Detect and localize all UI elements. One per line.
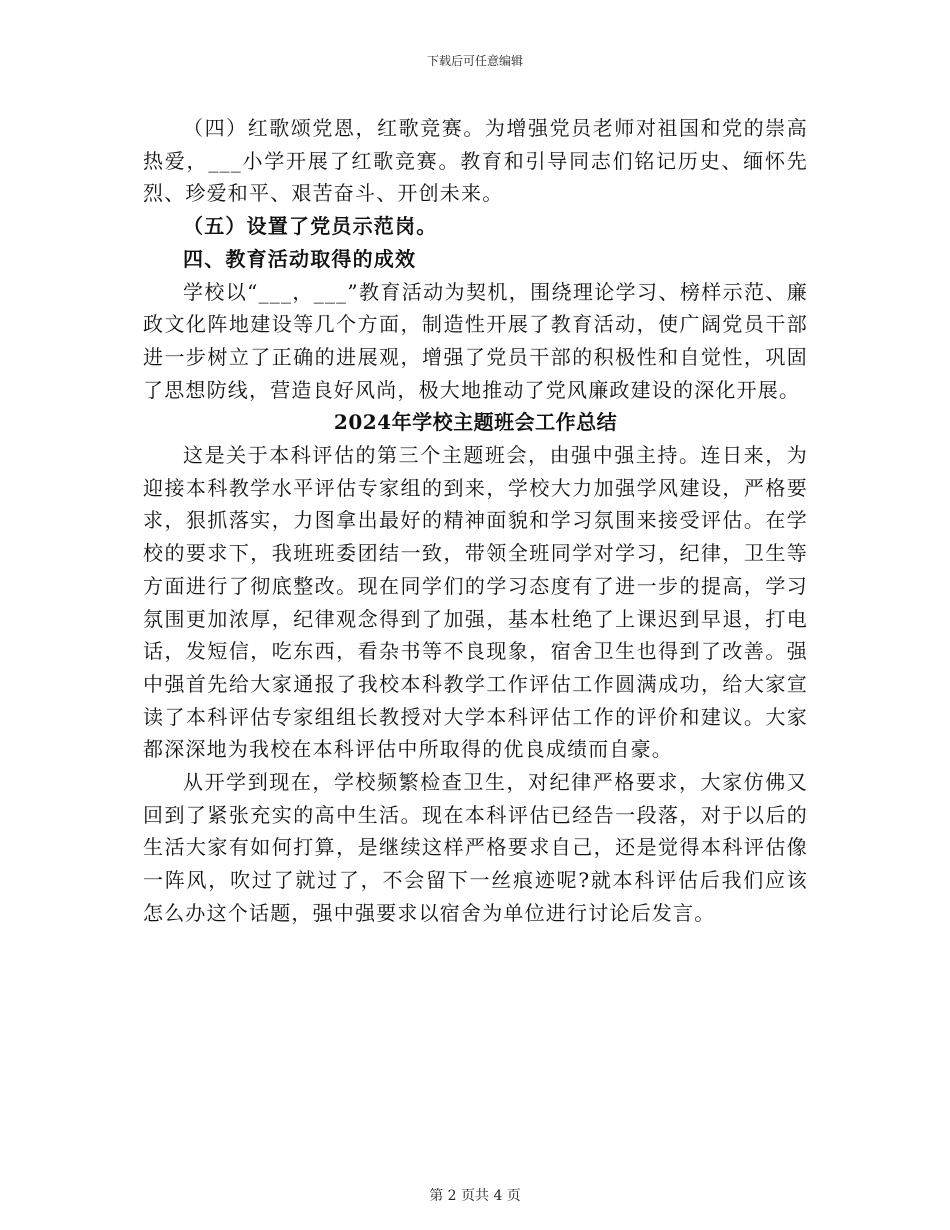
paragraph-model-post: （五）设置了党员示范岗。 — [183, 214, 438, 239]
paragraph-discussion: 从开学到现在，学校频繁检查卫生，对纪律严格要求，大家仿佛又回到了紧张充实的高中生活。现在本科评估已经告一段落，对于以后的生活大家有如何打算，是继续这样严格要求自己，还是觉得本科评估像一阵风，吹过了就过了，不会留下一丝痕迹呢?就本科评估后我们应该怎么办这个话题，强中强要求以宿舍为单位进行讨论后发言。 — [143, 770, 808, 925]
page-footer: 第 2 页共 4 页 — [429, 1188, 521, 1204]
paragraph-achievements: 学校以“___，___”教育活动为契机，围绕理论学习、榜样示范、廉政文化阵地建设等几个方面，制造性开展了教育活动，使广阔党员干部进一步树立了正确的进展观，增强了党员干部的积极性和自觉性，巩固了思想防线，营造良好风尚，极大地推动了党风廉政建设的深化开展。 — [143, 279, 808, 402]
document-body — [143, 112, 808, 930]
heading-achievements: 四、教育活动取得的成效 — [183, 246, 417, 271]
paragraph-red-song-contest: （四）红歌颂党恩，红歌竞赛。为增强党员老师对祖国和党的崇高热爱，___小学开展了红歌竞赛。教育和引导同志们铭记历史、缅怀先烈、珍爱和平、艰苦奋斗、开创未来。 — [143, 116, 808, 206]
section-title: 2024年学校主题班会工作总结 — [333, 410, 618, 435]
paragraph-class-meeting: 这是关于本科评估的第三个主题班会，由强中强主持。连日来，为迎接本科教学水平评估专家组的到来，学校大力加强学风建设，严格要求，狠抓落实，力图拿出最好的精神面貌和学习氛围来接受评估。在学校的要求下，我班班委团结一致，带领全班同学对学习，纪律，卫生等方面进行了彻底整改。现在同学们的学习态度有了进一步的提高，学习氛围更加浓厚，纪律观念得到了加强，基本杜绝了上课迟到早退，打电话，发短信，吃东西，看杂书等不良现象，宿舍卫生也得到了改善。强中强首先给大家通报了我校本科教学工作评估工作圆满成功，给大家宣读了本科评估专家组组长教授对大学本科评估工作的评价和建议。大家都深深地为我校在本科评估中所取得的优良成绩而自豪。 — [143, 443, 808, 762]
page-header: 下载后可任意编辑 — [426, 54, 523, 68]
